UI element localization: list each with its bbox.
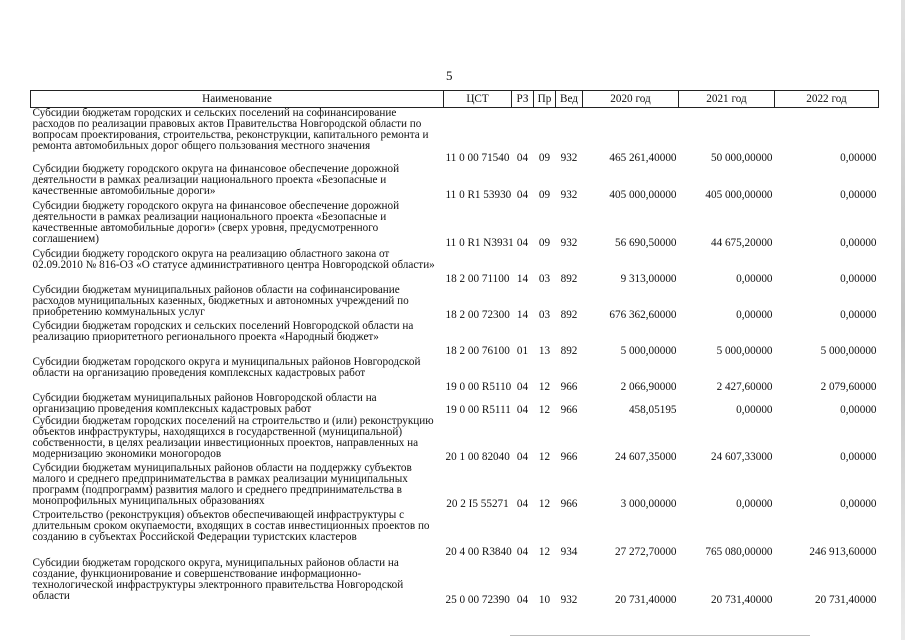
cell-name: Субсидии бюджетам муниципальных районов Новгородской области на организацию проведения комплексных кадастровых работ [32, 391, 377, 415]
cell-pr: 09 [538, 151, 551, 164]
header-name: Наименование [31, 91, 444, 108]
cell-rz: 04 [516, 450, 529, 463]
header-2022: 2022 год [775, 91, 879, 108]
cell-name: Субсидии бюджетам городского округа и муниципальных районов Новгородской области на организацию проведения комплексных кадастровых работ [32, 355, 421, 379]
table-row [31, 558, 879, 606]
cell-pr: 13 [538, 344, 551, 357]
cell-y2022: 5 000,00000 [820, 344, 877, 357]
cell-name: Субсидии бюджетам городского округа, муниципальных районов области на создание, функционирование и совершенствование информационно-технологической инфраструктуры электронного правительства Новгородской области [32, 556, 404, 602]
cell-y2020: 5 000,00000 [620, 344, 677, 357]
cell-ved: 966 [560, 450, 578, 463]
table-row [31, 285, 879, 321]
cell-y2022: 0,00000 [840, 151, 877, 164]
cell-y2021: 50 000,00000 [710, 151, 773, 164]
cell-cst: 18 2 00 76100 [445, 344, 510, 357]
cell-pr: 12 [538, 497, 551, 510]
budget-table [30, 90, 879, 606]
cell-name: Субсидии бюджетам городских поселений на строительство и (или) реконструкцию объектов инфраструктуры, находящихся в государственной (муниципальной) собственности, в целях реализации инвестиционных проектов, направленных на модернизацию экономики моногородов [32, 414, 434, 460]
cell-cst: 20 4 00 R3840 [445, 545, 512, 558]
cell-cst: 25 0 00 72390 [445, 593, 510, 606]
header-cst: ЦСТ [444, 91, 512, 108]
cell-pr: 12 [538, 380, 551, 393]
cell-cst: 20 1 00 82040 [445, 450, 510, 463]
cell-ved: 966 [560, 497, 578, 510]
header-ved: Вед [556, 91, 583, 108]
table-header [31, 91, 879, 108]
cell-name: Субсидии бюджетам городских и сельских поселений на софинансирование расходов по реализации правовых актов Правительства Новгородской области по вопросам проектирования, строительства, реконструкции, капитального ремонта и ремонта автомобильных дорог общего пользования местного значения [32, 107, 429, 152]
cell-y2020: 458,05195 [628, 403, 677, 416]
cell-y2020: 24 607,35000 [614, 450, 677, 463]
cell-name: Субсидии бюджетам городских и сельских поселений Новгородской области на реализацию приоритетного регионального проекта «Народный бюджет» [32, 319, 414, 343]
cell-y2020: 27 272,70000 [614, 545, 677, 558]
cell-rz: 04 [516, 380, 529, 393]
cell-cst: 11 0 R1 53930 [445, 188, 512, 201]
cell-cst: 11 0 R1 N3931 [445, 236, 514, 249]
header-pr: Пр [534, 91, 556, 108]
cell-y2022: 20 731,40000 [814, 593, 877, 606]
cell-y2022: 2 079,60000 [820, 380, 877, 393]
cell-cst: 18 2 00 71100 [445, 272, 510, 285]
cell-rz: 14 [516, 272, 529, 285]
cell-y2020: 20 731,40000 [614, 593, 677, 606]
cell-y2021: 765 080,00000 [705, 545, 773, 558]
cell-name: Строительство (реконструкция) объектов обеспечивающей инфраструктуры с длительным сроком окупаемости, входящих в состав инвестиционных проектов по созданию в субъектах Российской Федерации туристских кластеров [32, 508, 430, 543]
table-row [31, 108, 879, 164]
cell-y2021: 20 731,40000 [710, 593, 773, 606]
cell-name: Субсидии бюджету городского округа на реализацию областного закона от 02.09.2010 № 816-ОЗ «О статусе административного центра Новгородской области» [32, 247, 435, 271]
cell-y2021: 5 000,00000 [716, 344, 773, 357]
cell-cst: 19 0 00 R5111 [445, 403, 511, 416]
cell-cst: 19 0 00 R5110 [445, 380, 512, 393]
cell-y2020: 465 261,40000 [609, 151, 677, 164]
cell-y2022: 0,00000 [840, 236, 877, 249]
cell-ved: 932 [560, 236, 578, 249]
cell-rz: 04 [516, 403, 529, 416]
cell-y2021: 0,00000 [736, 497, 773, 510]
cell-rz: 04 [516, 545, 529, 558]
cell-pr: 09 [538, 188, 551, 201]
cell-y2021: 44 675,20000 [710, 236, 773, 249]
cell-rz: 01 [516, 344, 529, 357]
cell-rz: 04 [516, 236, 529, 249]
table-row [31, 249, 879, 285]
table-row [31, 164, 879, 201]
cell-name: Субсидии бюджетам муниципальных районов области на софинансирование расходов муниципальных казенных, бюджетных и автономных учреждений по приобретению коммунальных услуг [32, 283, 409, 318]
cell-cst: 20 2 I5 55271 [446, 497, 509, 510]
header-2020: 2020 год [583, 91, 679, 108]
cell-y2021: 0,00000 [736, 272, 773, 285]
cell-y2022: 0,00000 [840, 403, 877, 416]
header-2021: 2021 год [679, 91, 775, 108]
table-row [31, 201, 879, 249]
cell-y2021: 0,00000 [736, 308, 773, 321]
table-row [31, 393, 879, 416]
page-number: 5 [446, 68, 453, 83]
cell-name: Субсидии бюджету городского округа на финансовое обеспечение дорожной деятельности в рамках реализации национального проекта «Безопасные и качественные автомобильные дороги» [32, 162, 400, 197]
cell-y2021: 2 427,60000 [716, 380, 773, 393]
cell-rz: 04 [516, 593, 529, 606]
cell-y2021: 24 607,33000 [710, 450, 773, 463]
cell-y2020: 2 066,90000 [620, 380, 677, 393]
cell-ved: 966 [560, 380, 578, 393]
cell-rz: 04 [516, 188, 529, 201]
cell-pr: 12 [538, 450, 551, 463]
cell-ved: 934 [560, 545, 578, 558]
cell-y2022: 0,00000 [840, 272, 877, 285]
cell-y2022: 0,00000 [840, 308, 877, 321]
cell-cst: 11 0 00 71540 [445, 151, 510, 164]
cell-ved: 932 [560, 593, 578, 606]
cell-ved: 892 [560, 344, 578, 357]
cell-pr: 03 [538, 272, 551, 285]
cell-ved: 892 [560, 308, 578, 321]
cell-rz: 14 [516, 308, 529, 321]
cell-pr: 03 [538, 308, 551, 321]
cell-y2022: 246 913,60000 [809, 545, 877, 558]
scan-edge-bottom [510, 635, 810, 636]
scan-edge [901, 0, 905, 640]
table-row [31, 321, 879, 357]
cell-name: Субсидии бюджету городского округа на финансовое обеспечение дорожной деятельности в рамках реализации национального проекта «Безопасные и качественные автомобильные дороги» (сверх уровня, предусмотренного соглашением) [32, 199, 400, 245]
cell-ved: 932 [560, 188, 578, 201]
cell-pr: 10 [538, 593, 551, 606]
cell-y2022: 0,00000 [840, 188, 877, 201]
cell-pr: 09 [538, 236, 551, 249]
cell-y2020: 56 690,50000 [614, 236, 677, 249]
table-row [31, 463, 879, 510]
table-row [31, 416, 879, 463]
cell-ved: 892 [560, 272, 578, 285]
cell-pr: 12 [538, 403, 551, 416]
cell-y2022: 0,00000 [840, 497, 877, 510]
cell-y2020: 676 362,60000 [609, 308, 677, 321]
table-row [31, 510, 879, 558]
cell-ved: 966 [560, 403, 578, 416]
cell-cst: 18 2 00 72300 [445, 308, 510, 321]
cell-ved: 932 [560, 151, 578, 164]
cell-y2020: 9 313,00000 [620, 272, 677, 285]
cell-rz: 04 [516, 497, 529, 510]
table-row [31, 357, 879, 393]
cell-y2021: 0,00000 [736, 403, 773, 416]
cell-y2021: 405 000,00000 [705, 188, 773, 201]
cell-y2022: 0,00000 [840, 450, 877, 463]
cell-y2020: 405 000,00000 [609, 188, 677, 201]
header-rz: РЗ [512, 91, 534, 108]
cell-y2020: 3 000,00000 [620, 497, 677, 510]
cell-pr: 12 [538, 545, 551, 558]
cell-rz: 04 [516, 151, 529, 164]
cell-name: Субсидии бюджетам муниципальных районов области на поддержку субъектов малого и среднего предпринимательства в рамках реализации муниципальных программ (подпрограмм) развития малого и среднего предпринимательства в монопрофильных муниципальных образованиях [32, 461, 412, 507]
